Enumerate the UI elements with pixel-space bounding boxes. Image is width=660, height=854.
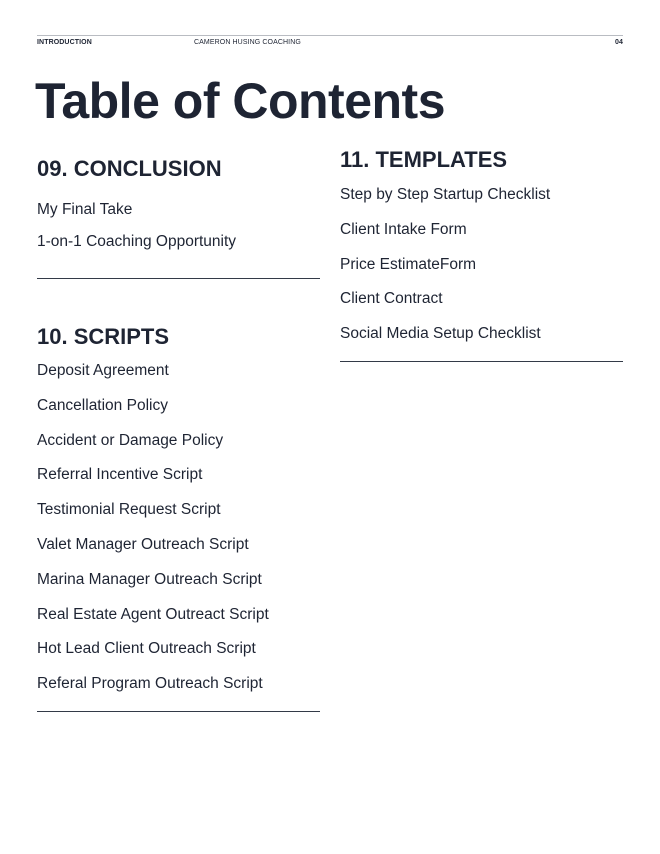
- header-section-label: INTRODUCTION: [37, 39, 92, 46]
- page-number: 04: [615, 39, 623, 46]
- templates-heading: 11. TEMPLATES: [340, 147, 508, 172]
- toc-item-client-contract[interactable]: Client Contract: [340, 290, 443, 308]
- toc-item-hot-lead-client-script[interactable]: Hot Lead Client Outreach Script: [37, 640, 256, 658]
- toc-item-coaching-opportunity[interactable]: 1-on-1 Coaching Opportunity: [37, 233, 237, 250]
- toc-item-real-estate-agent-script[interactable]: Real Estate Agent Outreact Script: [37, 605, 269, 623]
- conclusion-list: [37, 202, 236, 266]
- toc-item-testimonial-request-script[interactable]: Testimonial Request Script: [37, 501, 221, 519]
- toc-item-social-media-checklist[interactable]: Social Media Setup Checklist: [340, 325, 541, 343]
- templates-list: [340, 187, 550, 361]
- toc-item-marina-manager-script[interactable]: Marina Manager Outreach Script: [37, 570, 262, 588]
- toc-item-valet-manager-script[interactable]: Valet Manager Outreach Script: [37, 535, 249, 553]
- conclusion-heading: 09. CONCLUSION: [37, 156, 222, 181]
- toc-item-final-take[interactable]: My Final Take: [37, 201, 133, 218]
- scripts-divider: [37, 711, 320, 712]
- toc-item-accident-damage-policy[interactable]: Accident or Damage Policy: [37, 431, 224, 449]
- toc-item-deposit-agreement[interactable]: Deposit Agreement: [37, 362, 169, 379]
- toc-item-referral-incentive-script[interactable]: Referral Incentive Script: [37, 466, 203, 484]
- page-title: Table of Contents: [35, 73, 446, 129]
- toc-item-cancellation-policy[interactable]: Cancellation Policy: [37, 396, 168, 414]
- toc-item-client-intake-form[interactable]: Client Intake Form: [340, 220, 467, 238]
- header-brand: CAMERON HUSING COACHING: [194, 39, 301, 46]
- scripts-list: [37, 363, 269, 711]
- header-rule: [37, 35, 623, 36]
- toc-item-referal-program-script[interactable]: Referal Program Outreach Script: [37, 675, 263, 693]
- toc-item-price-estimate-form[interactable]: Price EstimateForm: [340, 255, 477, 273]
- templates-divider: [340, 361, 623, 362]
- toc-item-startup-checklist[interactable]: Step by Step Startup Checklist: [340, 186, 551, 203]
- conclusion-divider: [37, 278, 320, 279]
- scripts-heading: 10. SCRIPTS: [37, 324, 170, 349]
